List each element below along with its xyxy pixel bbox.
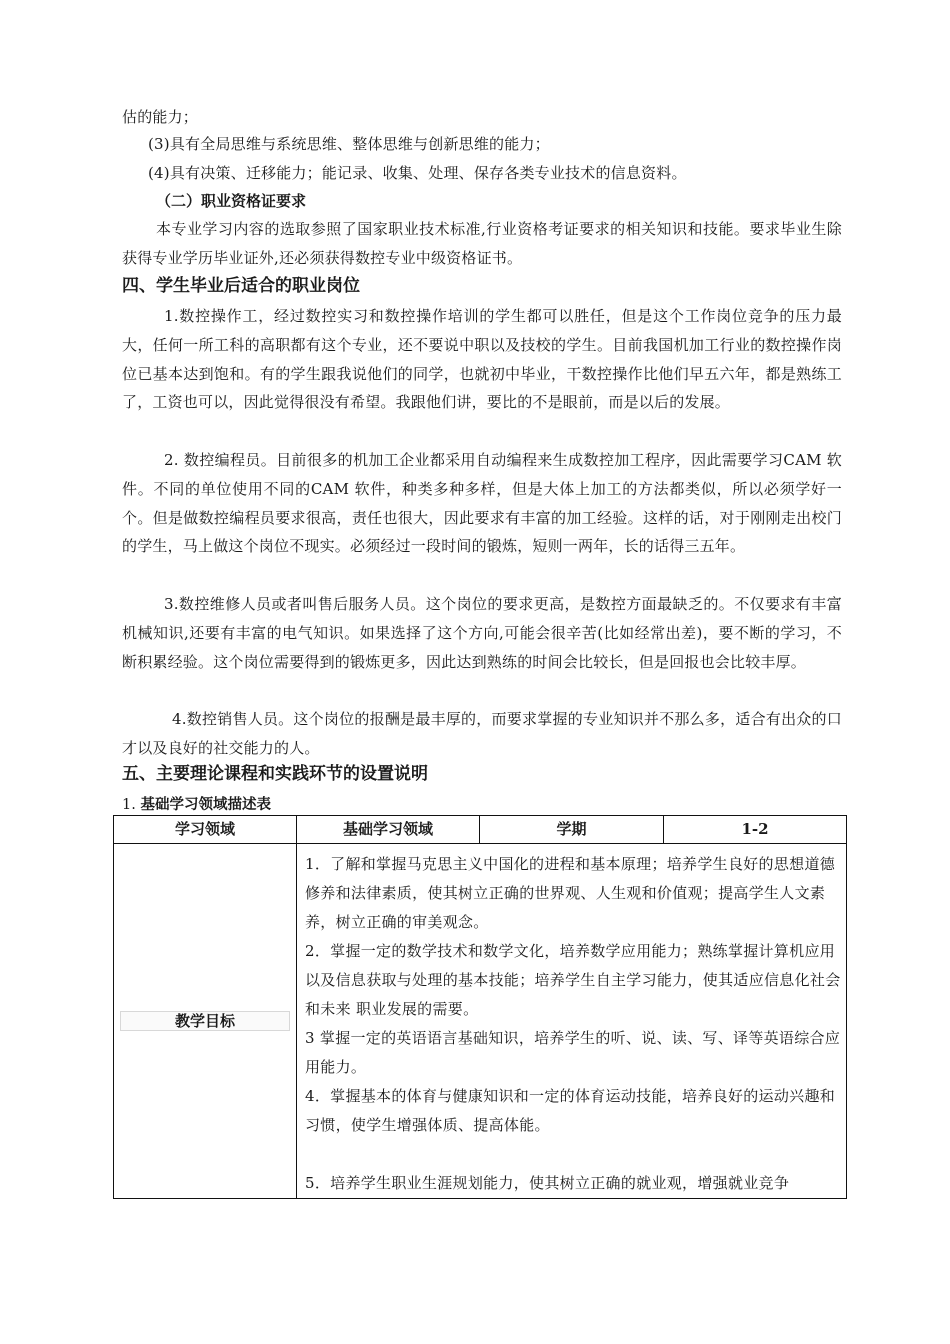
table-caption-number: 1. — [122, 797, 136, 813]
goals-cell — [297, 844, 847, 1199]
row-label-cell — [114, 844, 297, 1199]
spacer — [305, 1140, 846, 1169]
job-paragraph-2: 2. 数控编程员。目前很多的机加工企业都采用自动编程来生成数控加工程序，因此需要学习CAM 软件。不同的单位使用不同的CAM 软件，种类多种多样，但是大体上加工的方法都类似，所以必须学好一个。但是做数控编程员要求很高，责任也很大，因此要求有丰富的加工经验。这样的话，对于刚刚走出校门的学生，马上做这个岗位不现实。必须经过一段时间的锻炼，短则一两年，长的话得三五年。 — [122, 451, 842, 556]
goal-item: 1．了解和掌握马克思主义中国化的进程和基本原理；培养学生良好的思想道德修养和法律素质，使其树立正确的世界观、人生观和价值观；提高学生人文素养，树立正确的审美观念。 — [305, 855, 836, 931]
goal-item: 5．培养学生职业生涯规划能力，使其树立正确的就业观，增强就业竞争 — [305, 1174, 790, 1192]
teaching-goal-label: 教学目标 — [120, 1011, 290, 1031]
table-caption — [122, 796, 271, 814]
header-cell: 基础学习领域 — [297, 816, 480, 844]
text-line: 估的能力； — [122, 108, 199, 126]
goal-item: 2．掌握一定的数学技术和数学文化，培养数学应用能力；熟练掌握计算机应用以及信息获取与处理的基本技能；培养学生自主学习能力，使其适应信息化社会和未来 职业发展的需要。 — [305, 942, 841, 1018]
goal-item: 3 掌握一定的英语语言基础知识，培养学生的听、说、读、写、译等英语综合应用能力。 — [305, 1029, 841, 1076]
job-paragraph-3: 3.数控维修人员或者叫售后服务人员。这个岗位的要求更高，是数控方面最缺乏的。不仅要求有丰富机械知识,还要有丰富的电气知识。如果选择了这个方向,可能会很辛苦(比如经常出差)，要不断的学习，不断积累经验。这个岗位需要得到的锻炼更多，因此达到熟练的时间会比较长，但是回报也会比较丰厚。 — [122, 595, 842, 671]
text-line: (4)具有决策、迁移能力；能记录、收集、处理、保存各类专业技术的信息资料。 — [148, 164, 687, 182]
job-paragraph-1: 1.数控操作工，经过数控实习和数控操作培训的学生都可以胜任，但是这个工作岗位竞争的压力最大，任何一所工科的高职都有这个专业，还不要说中职以及技校的学生。目前我国机加工行业的数控操作岗位已基本达到饱和。有的学生跟我说他们的同学，也就初中毕业，干数控操作比他们早五六年，都是熟练工了，工资也可以，因此觉得很没有希望。我跟他们讲，要比的不是眼前，而是以后的发展。 — [122, 307, 842, 412]
header-cell: 学习领域 — [114, 816, 297, 844]
table-caption-text: 基础学习领域描述表 — [140, 796, 271, 813]
certificate-paragraph: 本专业学习内容的选取参照了国家职业技术标准,行业资格考证要求的相关知识和技能。要求毕业生除获得专业学历毕业证外,还必须获得数控专业中级资格证书。 — [122, 220, 842, 267]
section4-heading: 四、学生毕业后适合的职业岗位 — [122, 276, 360, 296]
section5-heading: 五、主要理论课程和实践环节的设置说明 — [122, 764, 428, 784]
table-row — [114, 844, 847, 1199]
header-cell: 1-2 — [664, 816, 847, 844]
job-paragraph-4: 4.数控销售人员。这个岗位的报酬是最丰厚的，而要求掌握的专业知识并不那么多，适合有出众的口才以及良好的社交能力的人。 — [122, 710, 842, 757]
goal-item: 4．掌握基本的体育与健康知识和一定的体育运动技能，培养良好的运动兴趣和习惯，使学生增强体质、提高体能。 — [305, 1087, 836, 1134]
text-line: (3)具有全局思维与系统思维、整体思维与创新思维的能力； — [148, 135, 550, 153]
header-cell: 学期 — [480, 816, 664, 844]
table-header-row — [114, 816, 847, 844]
certificate-heading: （二）职业资格证要求 — [156, 192, 307, 210]
basic-learning-table — [113, 815, 847, 1199]
